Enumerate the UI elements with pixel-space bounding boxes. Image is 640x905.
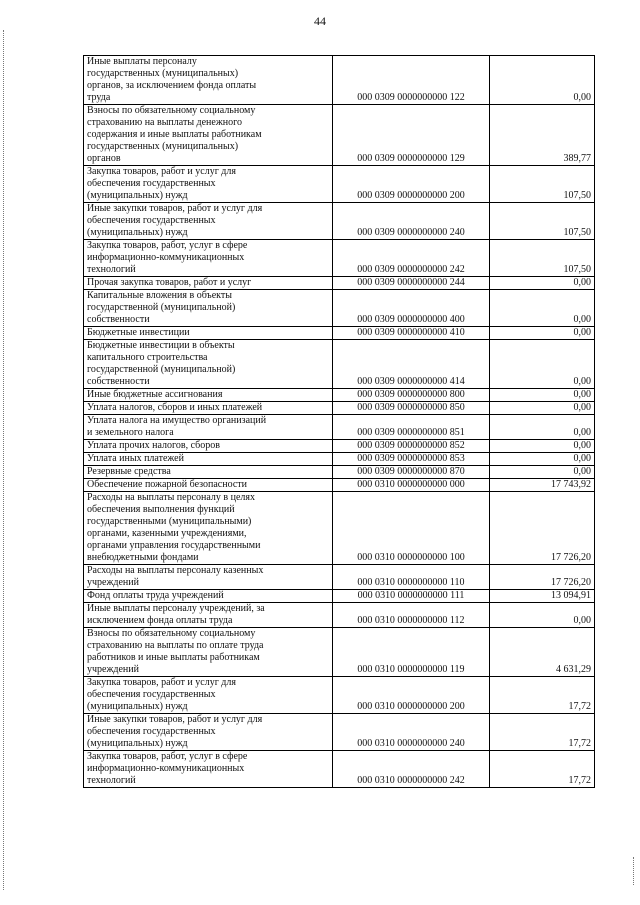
table-row [84, 327, 595, 340]
row-name: Взносы по обязательному социальному страхованию на выплаты денежного содержания и иные выплаты работникам государственных (муниципальных) органов [84, 105, 333, 166]
row-name: Закупка товаров, работ, услуг в сфере информационно-коммуникационных технологий [84, 751, 333, 788]
row-name: Иные закупки товаров, работ и услуг для обеспечения государственных (муниципальных) нужд [84, 714, 333, 751]
row-name: Бюджетные инвестиции в объекты капитального строительства государственной (муниципальной) собственности [84, 340, 333, 389]
row-code: 000 0310 0000000000 110 [333, 565, 490, 590]
row-code: 000 0310 0000000000 119 [333, 628, 490, 677]
row-name: Уплата прочих налогов, сборов [84, 440, 333, 453]
row-name: Закупка товаров, работ и услуг для обеспечения государственных (муниципальных) нужд [84, 677, 333, 714]
budget-table [83, 55, 595, 788]
row-name: Закупка товаров, работ и услуг для обеспечения государственных (муниципальных) нужд [84, 166, 333, 203]
table-row [84, 415, 595, 440]
row-amount: 17 726,20 [490, 492, 595, 565]
table-row [84, 751, 595, 788]
scan-edge-mark [630, 857, 634, 885]
row-amount: 0,00 [490, 402, 595, 415]
table-row [84, 105, 595, 166]
row-amount: 107,50 [490, 240, 595, 277]
row-amount: 17,72 [490, 714, 595, 751]
row-amount: 4 631,29 [490, 628, 595, 677]
table-row [84, 240, 595, 277]
row-name: Иные выплаты персоналу учреждений, за исключением фонда оплаты труда [84, 603, 333, 628]
row-amount: 17 743,92 [490, 479, 595, 492]
row-amount: 0,00 [490, 440, 595, 453]
row-name: Уплата налога на имущество организаций и земельного налога [84, 415, 333, 440]
table-row [84, 440, 595, 453]
row-code: 000 0309 0000000000 414 [333, 340, 490, 389]
row-name: Расходы на выплаты персоналу в целях обеспечения выполнения функций государственными (муниципальными) органами, казенными учреждениями, органами управления государственными внебюджетными фондами [84, 492, 333, 565]
table-row [84, 714, 595, 751]
row-code: 000 0309 0000000000 244 [333, 277, 490, 290]
row-code: 000 0309 0000000000 240 [333, 203, 490, 240]
row-amount: 107,50 [490, 166, 595, 203]
budget-table-body [84, 56, 595, 788]
table-row [84, 453, 595, 466]
table-row [84, 677, 595, 714]
row-name: Иные закупки товаров, работ и услуг для обеспечения государственных (муниципальных) нужд [84, 203, 333, 240]
table-row [84, 402, 595, 415]
row-code: 000 0310 0000000000 112 [333, 603, 490, 628]
row-code: 000 0309 0000000000 852 [333, 440, 490, 453]
row-code: 000 0309 0000000000 800 [333, 389, 490, 402]
row-code: 000 0310 0000000000 100 [333, 492, 490, 565]
row-code: 000 0310 0000000000 242 [333, 751, 490, 788]
table-row [84, 590, 595, 603]
row-name: Иные бюджетные ассигнования [84, 389, 333, 402]
row-amount: 0,00 [490, 277, 595, 290]
row-code: 000 0310 0000000000 000 [333, 479, 490, 492]
row-amount: 0,00 [490, 453, 595, 466]
row-code: 000 0309 0000000000 870 [333, 466, 490, 479]
row-code: 000 0310 0000000000 240 [333, 714, 490, 751]
row-amount: 17,72 [490, 751, 595, 788]
row-code: 000 0309 0000000000 850 [333, 402, 490, 415]
page-number: 44 [314, 14, 326, 28]
table-row [84, 203, 595, 240]
row-amount: 0,00 [490, 389, 595, 402]
row-name: Закупка товаров, работ, услуг в сфере информационно-коммуникационных технологий [84, 240, 333, 277]
row-amount: 389,77 [490, 105, 595, 166]
table-row [84, 56, 595, 105]
row-code: 000 0309 0000000000 851 [333, 415, 490, 440]
row-code: 000 0309 0000000000 200 [333, 166, 490, 203]
row-amount: 0,00 [490, 290, 595, 327]
row-amount: 13 094,91 [490, 590, 595, 603]
row-name: Прочая закупка товаров, работ и услуг [84, 277, 333, 290]
row-name: Бюджетные инвестиции [84, 327, 333, 340]
row-name: Капитальные вложения в объекты государственной (муниципальной) собственности [84, 290, 333, 327]
row-name: Взносы по обязательному социальному страхованию на выплаты по оплате труда работников и иные выплаты работникам учреждений [84, 628, 333, 677]
row-code: 000 0309 0000000000 853 [333, 453, 490, 466]
row-code: 000 0309 0000000000 400 [333, 290, 490, 327]
row-code: 000 0310 0000000000 200 [333, 677, 490, 714]
table-row [84, 565, 595, 590]
row-name: Иные выплаты персоналу государственных (муниципальных) органов, за исключением фонда оплаты труда [84, 56, 333, 105]
row-amount: 0,00 [490, 603, 595, 628]
table-row [84, 479, 595, 492]
row-name: Фонд оплаты труда учреждений [84, 590, 333, 603]
table-row [84, 340, 595, 389]
row-amount: 17 726,20 [490, 565, 595, 590]
table-row [84, 628, 595, 677]
table-row [84, 277, 595, 290]
row-amount: 0,00 [490, 415, 595, 440]
row-code: 000 0309 0000000000 129 [333, 105, 490, 166]
row-code: 000 0309 0000000000 122 [333, 56, 490, 105]
row-name: Резервные средства [84, 466, 333, 479]
table-row [84, 492, 595, 565]
row-amount: 107,50 [490, 203, 595, 240]
row-amount: 0,00 [490, 340, 595, 389]
table-row [84, 603, 595, 628]
table-row [84, 166, 595, 203]
row-name: Расходы на выплаты персоналу казенных учреждений [84, 565, 333, 590]
row-amount: 0,00 [490, 327, 595, 340]
row-code: 000 0309 0000000000 410 [333, 327, 490, 340]
row-amount: 0,00 [490, 56, 595, 105]
row-name: Обеспечение пожарной безопасности [84, 479, 333, 492]
row-name: Уплата иных платежей [84, 453, 333, 466]
row-code: 000 0309 0000000000 242 [333, 240, 490, 277]
table-row [84, 389, 595, 402]
table-row [84, 290, 595, 327]
binding-marks [3, 30, 7, 890]
row-amount: 0,00 [490, 466, 595, 479]
row-amount: 17,72 [490, 677, 595, 714]
row-name: Уплата налогов, сборов и иных платежей [84, 402, 333, 415]
table-row [84, 466, 595, 479]
row-code: 000 0310 0000000000 111 [333, 590, 490, 603]
